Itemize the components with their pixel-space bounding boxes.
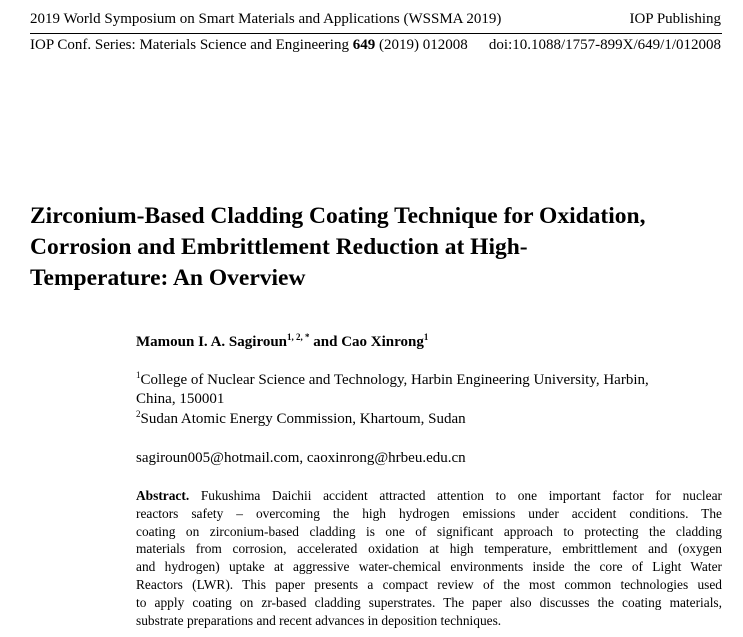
abstract-line: materials from corrosion, accelerated oxidation at high temperature, embrittlement and (oxygen <box>136 541 722 557</box>
conference-name: 2019 World Symposium on Smart Materials and Applications (WSSMA 2019) <box>30 11 502 27</box>
volume: 649 <box>352 37 376 53</box>
abstract-line: and hydrogen) uptake at aggressive water-chemical environments inside the core of Light Water <box>136 559 722 575</box>
title-line: Temperature: An Overview <box>30 265 306 291</box>
authors <box>136 334 428 351</box>
affiliation-2 <box>136 411 466 428</box>
abstract-text: Fukushima Daichii accident attracted attention to one important factor for nuclear <box>189 488 722 503</box>
abstract-line: Reactors (LWR). This paper presents a compact review of the most common technologies used <box>136 576 722 592</box>
author-affiliation-mark: 1 <box>423 332 429 342</box>
affiliation-text: College of Nuclear Science and Technology, Harbin Engineering University, Harbin, <box>140 372 649 388</box>
doi: doi:10.1088/1757-899X/649/1/012008 <box>488 37 721 53</box>
paper-title <box>30 201 646 294</box>
affiliation-mark: 1 <box>136 370 141 380</box>
author-emails: sagiroun005@hotmail.com, caoxinrong@hrbeu.edu.cn <box>136 450 466 466</box>
author-name: and Cao Xinrong <box>309 334 424 350</box>
abstract-line: substrate preparations and recent advances in deposition techniques. <box>136 612 502 628</box>
author-name: Mamoun I. A. Sagiroun <box>136 334 288 350</box>
author-affiliation-mark: 1, 2, * <box>287 332 310 342</box>
affiliation-1-cont: China, 150001 <box>136 391 225 407</box>
affiliation-mark: 2 <box>136 409 141 419</box>
series-info <box>30 37 468 54</box>
affiliation-text: Sudan Atomic Energy Commission, Khartoum, Sudan <box>140 411 466 427</box>
abstract-line: to apply coating on zr-based cladding superstrates. The paper also discusses the coating materials, <box>136 594 722 610</box>
series-prefix: IOP Conf. Series: Materials Science and Engineering <box>30 37 353 53</box>
abstract-line: coating on zirconium-based cladding is one of significant approach to protecting the cladding <box>136 523 722 539</box>
title-line: Corrosion and Embrittlement Reduction at High- <box>30 234 528 260</box>
header-rule <box>30 33 722 34</box>
title-line: Zirconium-Based Cladding Coating Technique for Oxidation, <box>30 203 646 229</box>
publisher: IOP Publishing <box>629 11 721 27</box>
series-suffix: (2019) 012008 <box>375 37 468 53</box>
abstract-label: Abstract. <box>136 488 190 503</box>
abstract-line <box>136 487 722 505</box>
affiliation-1 <box>136 372 649 389</box>
abstract-line: reactors safety – overcoming the high hydrogen emissions under accident conditions. The <box>136 505 722 521</box>
abstract <box>136 487 722 629</box>
